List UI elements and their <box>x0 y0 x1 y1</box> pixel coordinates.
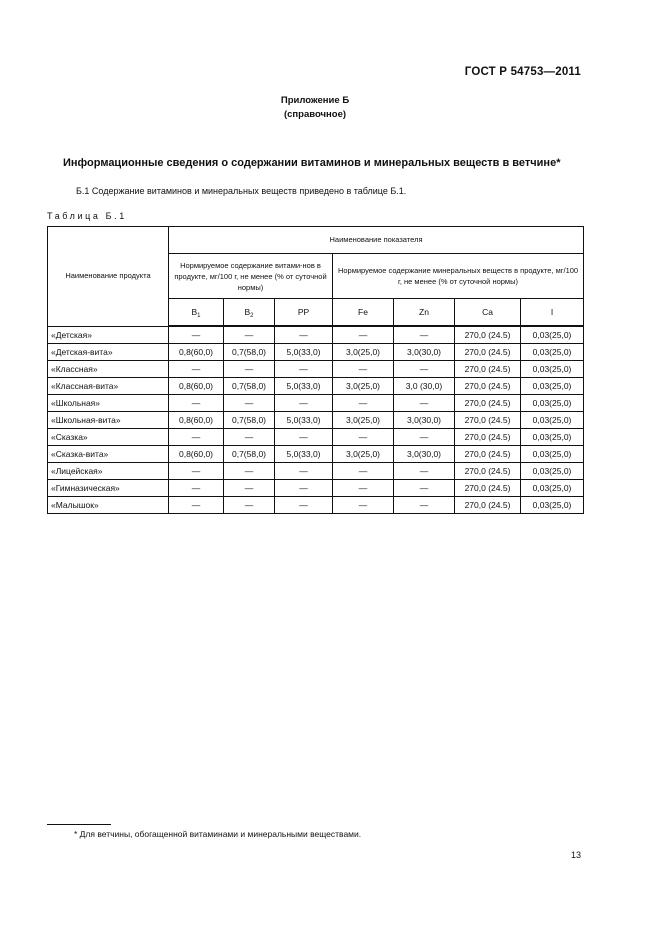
value-cell: 0,03(25,0) <box>521 344 584 361</box>
table-row <box>48 412 584 429</box>
value-cell: 0,03(25,0) <box>521 480 584 497</box>
value-cell: 270,0 (24.5) <box>455 446 521 463</box>
product-name-cell: «Классная» <box>48 361 169 378</box>
value-cell: — <box>275 429 333 446</box>
product-name-cell: «Школьная-вита» <box>48 412 169 429</box>
value-cell: — <box>333 361 394 378</box>
table-row <box>48 463 584 480</box>
value-cell: — <box>333 326 394 344</box>
value-cell: — <box>333 429 394 446</box>
value-cell: 270,0 (24.5) <box>455 344 521 361</box>
value-cell: — <box>169 463 224 480</box>
value-cell: 270,0 (24.5) <box>455 326 521 344</box>
value-cell: — <box>275 395 333 412</box>
product-name-cell: «Детская» <box>48 326 169 344</box>
value-cell: — <box>394 361 455 378</box>
table-row <box>48 446 584 463</box>
value-cell: — <box>394 480 455 497</box>
table-row <box>48 497 584 514</box>
header-product-name: Наименование продукта <box>48 227 169 327</box>
header-zn: Zn <box>394 299 455 327</box>
value-cell: 5,0(33,0) <box>275 344 333 361</box>
header-b2-sub: 2 <box>250 313 254 319</box>
value-cell: 270,0 (24.5) <box>455 378 521 395</box>
value-cell: 0,03(25,0) <box>521 412 584 429</box>
footnote-divider <box>47 824 111 825</box>
footnote: * Для ветчины, обогащенной витаминами и минеральными веществами. <box>74 829 362 839</box>
value-cell: 0,03(25,0) <box>521 497 584 514</box>
value-cell: 0,8(60,0) <box>169 446 224 463</box>
value-cell: 3,0(30,0) <box>394 412 455 429</box>
header-minerals-group: Нормируемое содержание минеральных веществ в продукте, мг/100 г, не менее (% от суточной нормы) <box>333 254 584 299</box>
value-cell: — <box>275 497 333 514</box>
value-cell: 0,03(25,0) <box>521 326 584 344</box>
value-cell: — <box>394 463 455 480</box>
table-row <box>48 326 584 344</box>
value-cell: 5,0(33,0) <box>275 378 333 395</box>
value-cell: 3,0(25,0) <box>333 344 394 361</box>
value-cell: 270,0 (24.5) <box>455 480 521 497</box>
intro-paragraph: Б.1 Содержание витаминов и минеральных веществ приведено в таблице Б.1. <box>76 186 407 196</box>
table-row <box>48 395 584 412</box>
table-row <box>48 378 584 395</box>
value-cell: 0,03(25,0) <box>521 463 584 480</box>
value-cell: 3,0 (30,0) <box>394 378 455 395</box>
appendix-subtitle: (справочное) <box>283 109 347 120</box>
value-cell: 3,0(25,0) <box>333 378 394 395</box>
value-cell: 0,8(60,0) <box>169 412 224 429</box>
product-name-cell: «Сказка-вита» <box>48 446 169 463</box>
header-fe: Fe <box>333 299 394 327</box>
value-cell: — <box>394 497 455 514</box>
value-cell: 0,03(25,0) <box>521 429 584 446</box>
value-cell: — <box>333 463 394 480</box>
value-cell: 3,0(25,0) <box>333 446 394 463</box>
header-vitamins-group: Нормируемое содержание витами-нов в продукте, мг/100 г, не менее (% от суточной нормы) <box>169 254 333 299</box>
value-cell: — <box>224 429 275 446</box>
product-name-cell: «Детская-вита» <box>48 344 169 361</box>
value-cell: — <box>394 395 455 412</box>
value-cell: — <box>169 480 224 497</box>
nutrient-table <box>47 226 584 514</box>
value-cell: — <box>224 497 275 514</box>
value-cell: — <box>169 395 224 412</box>
table-row <box>48 344 584 361</box>
value-cell: 270,0 (24.5) <box>455 463 521 480</box>
table-row <box>48 361 584 378</box>
value-cell: 3,0(30,0) <box>394 446 455 463</box>
value-cell: — <box>394 429 455 446</box>
value-cell: 0,03(25,0) <box>521 378 584 395</box>
value-cell: — <box>224 480 275 497</box>
value-cell: — <box>224 395 275 412</box>
value-cell: — <box>224 463 275 480</box>
value-cell: 5,0(33,0) <box>275 412 333 429</box>
document-code: ГОСТ Р 54753—2011 <box>464 66 581 78</box>
appendix-title: Приложение Б <box>280 95 350 106</box>
value-cell: 3,0(25,0) <box>333 412 394 429</box>
value-cell: 0,03(25,0) <box>521 395 584 412</box>
value-cell: 5,0(33,0) <box>275 446 333 463</box>
product-name-cell: «Лицейская» <box>48 463 169 480</box>
value-cell: — <box>275 463 333 480</box>
product-name-cell: «Классная-вита» <box>48 378 169 395</box>
product-name-cell: «Сказка» <box>48 429 169 446</box>
value-cell: — <box>333 480 394 497</box>
table-label: Таблица Б.1 <box>47 211 127 221</box>
value-cell: — <box>224 326 275 344</box>
header-i: I <box>521 299 584 327</box>
value-cell: 0,03(25,0) <box>521 361 584 378</box>
value-cell: 0,03(25,0) <box>521 446 584 463</box>
value-cell: 3,0(30,0) <box>394 344 455 361</box>
value-cell: 270,0 (24.5) <box>455 429 521 446</box>
value-cell: — <box>394 326 455 344</box>
page-number: 13 <box>570 850 581 860</box>
product-name-cell: «Гимназическая» <box>48 480 169 497</box>
value-cell: 270,0 (24.5) <box>455 497 521 514</box>
value-cell: — <box>333 497 394 514</box>
value-cell: — <box>224 361 275 378</box>
value-cell: — <box>275 480 333 497</box>
value-cell: 0,7(58,0) <box>224 446 275 463</box>
value-cell: 0,7(58,0) <box>224 344 275 361</box>
value-cell: — <box>169 497 224 514</box>
value-cell: — <box>169 429 224 446</box>
value-cell: — <box>275 326 333 344</box>
value-cell: 270,0 (24.5) <box>455 361 521 378</box>
value-cell: 0,8(60,0) <box>169 378 224 395</box>
value-cell: 270,0 (24.5) <box>455 395 521 412</box>
value-cell: 0,7(58,0) <box>224 378 275 395</box>
product-name-cell: «Малышок» <box>48 497 169 514</box>
section-title: Информационные сведения о содержании витаминов и минеральных веществ в ветчине* <box>63 157 561 169</box>
header-pp: PP <box>275 299 333 327</box>
header-indicator-group: Наименование показателя <box>169 227 584 254</box>
value-cell: 270,0 (24.5) <box>455 412 521 429</box>
header-ca: Ca <box>455 299 521 327</box>
value-cell: — <box>169 361 224 378</box>
product-name-cell: «Школьная» <box>48 395 169 412</box>
value-cell: — <box>275 361 333 378</box>
header-b1-base: B <box>191 307 198 317</box>
header-b1-sub: 1 <box>197 313 201 319</box>
table-row <box>48 480 584 497</box>
value-cell: — <box>169 326 224 344</box>
table-row <box>48 429 584 446</box>
header-b2-base: B <box>244 307 251 317</box>
value-cell: 0,7(58,0) <box>224 412 275 429</box>
header-b1 <box>169 299 224 327</box>
header-b2 <box>224 299 275 327</box>
value-cell: — <box>333 395 394 412</box>
value-cell: 0,8(60,0) <box>169 344 224 361</box>
